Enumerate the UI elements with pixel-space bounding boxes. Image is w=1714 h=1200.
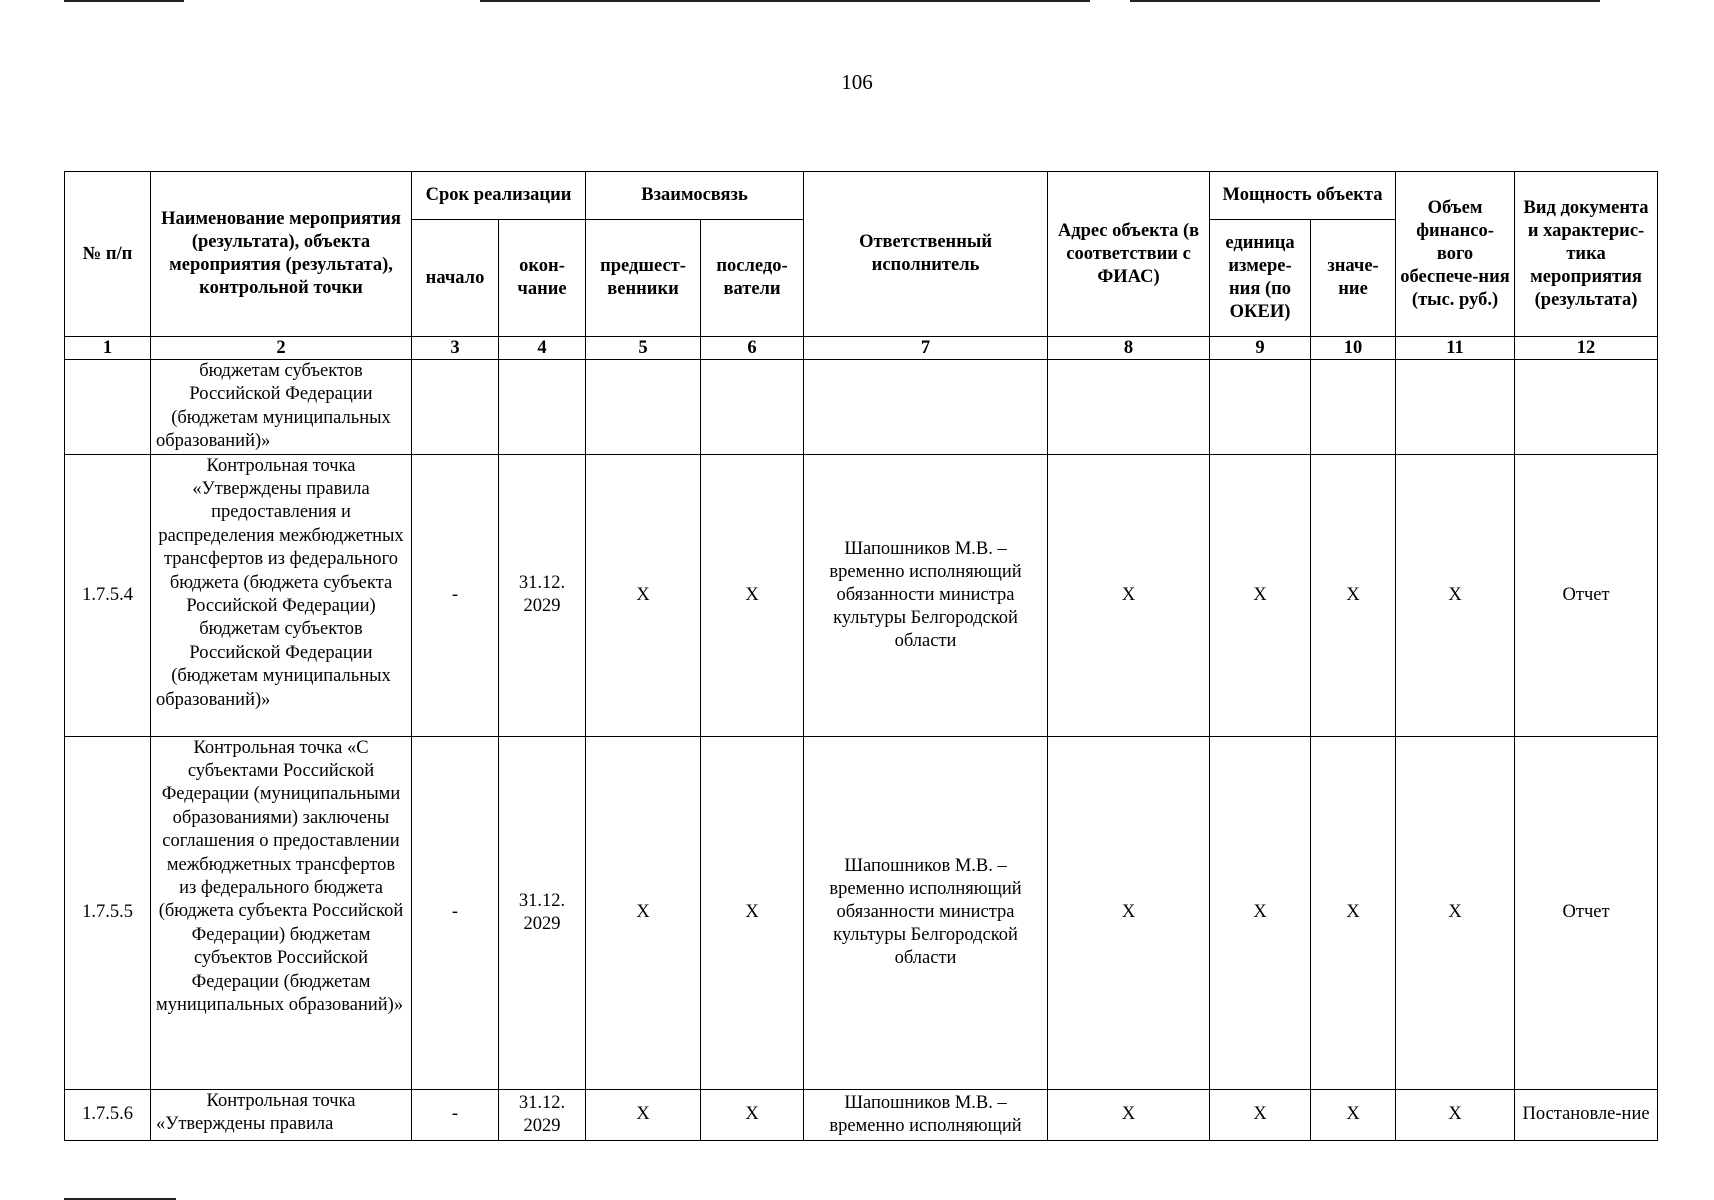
row-successors: Х	[701, 736, 804, 1089]
register-table	[64, 171, 1658, 1141]
row-successors: Х	[701, 454, 804, 736]
row-address: Х	[1048, 454, 1210, 736]
table-row	[65, 360, 1658, 455]
table-row	[65, 454, 1658, 736]
row-responsible	[804, 360, 1048, 455]
header-unit: единица измере-ния (по ОКЕИ)	[1210, 220, 1311, 337]
row-unit: Х	[1210, 1089, 1311, 1140]
header-end: окон-чание	[499, 220, 586, 337]
top-rule-left	[64, 0, 184, 2]
header-no: № п/п	[65, 172, 151, 337]
row-number: 1.7.5.5	[65, 736, 151, 1089]
col-number: 10	[1311, 337, 1396, 360]
row-start	[412, 360, 499, 455]
top-rule-mid	[480, 0, 1090, 2]
row-successors	[701, 360, 804, 455]
row-start: -	[412, 454, 499, 736]
row-document	[1515, 360, 1658, 455]
row-name: Контрольная точка «С субъектами Российской Федерации (муниципальными образованиями) заключены соглашения о предоставлении межбюджетных трансфертов из федерального бюджета (бюджета субъекта Российской Федерации) бюджетам субъектов Российской Федерации (бюджетам муниципальных образований)»	[151, 736, 412, 1089]
row-address	[1048, 360, 1210, 455]
row-value: Х	[1311, 454, 1396, 736]
row-name: бюджетам субъектов Российской Федерации (бюджетам муниципальных образований)»	[151, 360, 412, 455]
top-rule-right	[1130, 0, 1600, 2]
col-number: 8	[1048, 337, 1210, 360]
header-link-group: Взаимосвязь	[586, 172, 804, 220]
header-name: Наименование мероприятия (результата), объекта мероприятия (результата), контрольной точки	[151, 172, 412, 337]
row-address: Х	[1048, 1089, 1210, 1140]
row-finance	[1396, 360, 1515, 455]
row-end: 31.12. 2029	[499, 1089, 586, 1140]
header-power-group: Мощность объекта	[1210, 172, 1396, 220]
row-value: Х	[1311, 736, 1396, 1089]
col-number: 7	[804, 337, 1048, 360]
row-unit	[1210, 360, 1311, 455]
row-document: Отчет	[1515, 454, 1658, 736]
row-start: -	[412, 736, 499, 1089]
header-value: значе-ние	[1311, 220, 1396, 337]
row-predecessors: Х	[586, 736, 701, 1089]
row-value	[1311, 360, 1396, 455]
header-address: Адрес объекта (в соответствии с ФИАС)	[1048, 172, 1210, 337]
header-predecessors: предшест-венники	[586, 220, 701, 337]
row-number: 1.7.5.4	[65, 454, 151, 736]
row-responsible: Шапошников М.В. – временно исполняющий обязанности министра культуры Белгородской области	[804, 454, 1048, 736]
row-responsible: Шапошников М.В. – временно исполняющий	[804, 1089, 1048, 1140]
col-number: 9	[1210, 337, 1311, 360]
row-predecessors: Х	[586, 454, 701, 736]
col-number: 3	[412, 337, 499, 360]
col-number: 6	[701, 337, 804, 360]
row-end: 31.12. 2029	[499, 454, 586, 736]
header-term-group: Срок реализации	[412, 172, 586, 220]
row-number: 1.7.5.6	[65, 1089, 151, 1140]
header-finance: Объем финансо-вого обеспече-ния (тыс. руб.)	[1396, 172, 1515, 337]
row-finance: Х	[1396, 1089, 1515, 1140]
row-responsible: Шапошников М.В. – временно исполняющий обязанности министра культуры Белгородской области	[804, 736, 1048, 1089]
row-finance: Х	[1396, 454, 1515, 736]
header-responsible: Ответственный исполнитель	[804, 172, 1048, 337]
col-number: 2	[151, 337, 412, 360]
row-successors: Х	[701, 1089, 804, 1140]
table-row	[65, 736, 1658, 1089]
row-end: 31.12. 2029	[499, 736, 586, 1089]
row-unit: Х	[1210, 454, 1311, 736]
header-document: Вид документа и характерис-тика мероприятия (результата)	[1515, 172, 1658, 337]
row-start: -	[412, 1089, 499, 1140]
row-finance: Х	[1396, 736, 1515, 1089]
table-row	[65, 1089, 1658, 1140]
col-number: 12	[1515, 337, 1658, 360]
row-unit: Х	[1210, 736, 1311, 1089]
row-document: Отчет	[1515, 736, 1658, 1089]
row-value: Х	[1311, 1089, 1396, 1140]
row-address: Х	[1048, 736, 1210, 1089]
row-number	[65, 360, 151, 455]
page-number: 106	[841, 70, 873, 94]
col-number: 11	[1396, 337, 1515, 360]
row-end	[499, 360, 586, 455]
row-name: Контрольная точка «Утверждены правила	[151, 1089, 412, 1140]
col-number: 4	[499, 337, 586, 360]
row-predecessors: Х	[586, 1089, 701, 1140]
header-start: начало	[412, 220, 499, 337]
row-name: Контрольная точка «Утверждены правила предоставления и распределения межбюджетных трансфертов из федерального бюджета (бюджета субъекта Российской Федерации) бюджетам субъектов Российской Федерации (бюджетам муниципальных образований)»	[151, 454, 412, 736]
row-document: Постановле-ние	[1515, 1089, 1658, 1140]
col-number: 1	[65, 337, 151, 360]
col-number: 5	[586, 337, 701, 360]
header-successors: последо-ватели	[701, 220, 804, 337]
row-predecessors	[586, 360, 701, 455]
